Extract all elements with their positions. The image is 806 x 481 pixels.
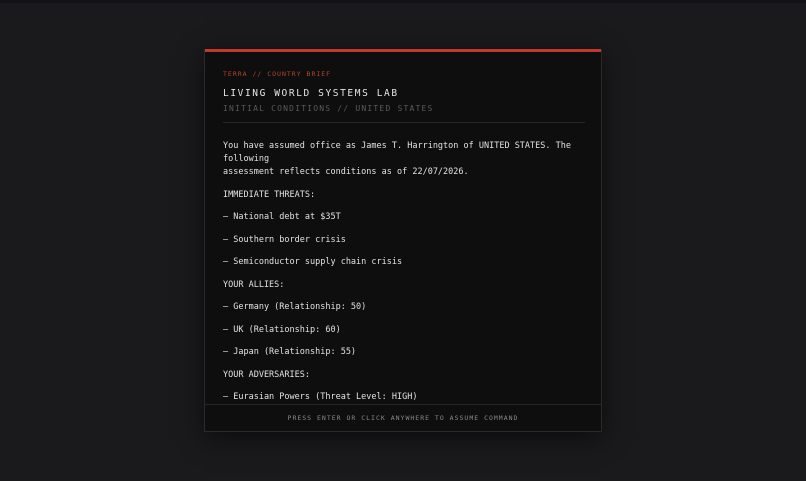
threat-item: — Semiconductor supply chain crisis — [223, 257, 403, 267]
threat-item: — Southern border crisis — [223, 234, 346, 245]
threat-item: — National debt at $35T — [223, 212, 341, 222]
ally-item: — UK (Relationship: 60) — [223, 324, 341, 335]
country-brief-card[interactable] — [204, 49, 602, 432]
top-bar — [0, 0, 806, 3]
assume-command-prompt: PRESS ENTER OR CLICK ANYWHERE TO ASSUME COMMAND — [287, 414, 519, 422]
adversaries-heading: YOUR ADVERSARIES: — [223, 369, 310, 380]
assume-command-footer[interactable] — [205, 404, 601, 431]
adversary-item: — Eurasian Powers (Threat Level: HIGH) — [223, 392, 418, 402]
ally-item: — Germany (Relationship: 50) — [223, 302, 367, 312]
brief-content — [223, 69, 585, 404]
card-accent-bar — [205, 49, 601, 52]
brief-subtitle: INITIAL CONDITIONS // UNITED STATES — [223, 104, 434, 113]
header-divider — [223, 122, 585, 123]
brief-kicker: TERRA // COUNTRY BRIEF — [223, 70, 332, 78]
threats-heading: IMMEDIATE THREATS: — [223, 189, 316, 200]
allies-heading: YOUR ALLIES: — [223, 279, 285, 290]
intro-line: assessment reflects conditions as of 22/07/2026. — [223, 167, 469, 177]
intro-paragraph — [223, 140, 585, 179]
brief-title: LIVING WORLD SYSTEMS LAB — [223, 88, 399, 99]
intro-line: You have assumed office as James T. Harrington of UNITED STATES. The following — [223, 141, 571, 164]
ally-item: — Japan (Relationship: 55) — [223, 347, 357, 357]
